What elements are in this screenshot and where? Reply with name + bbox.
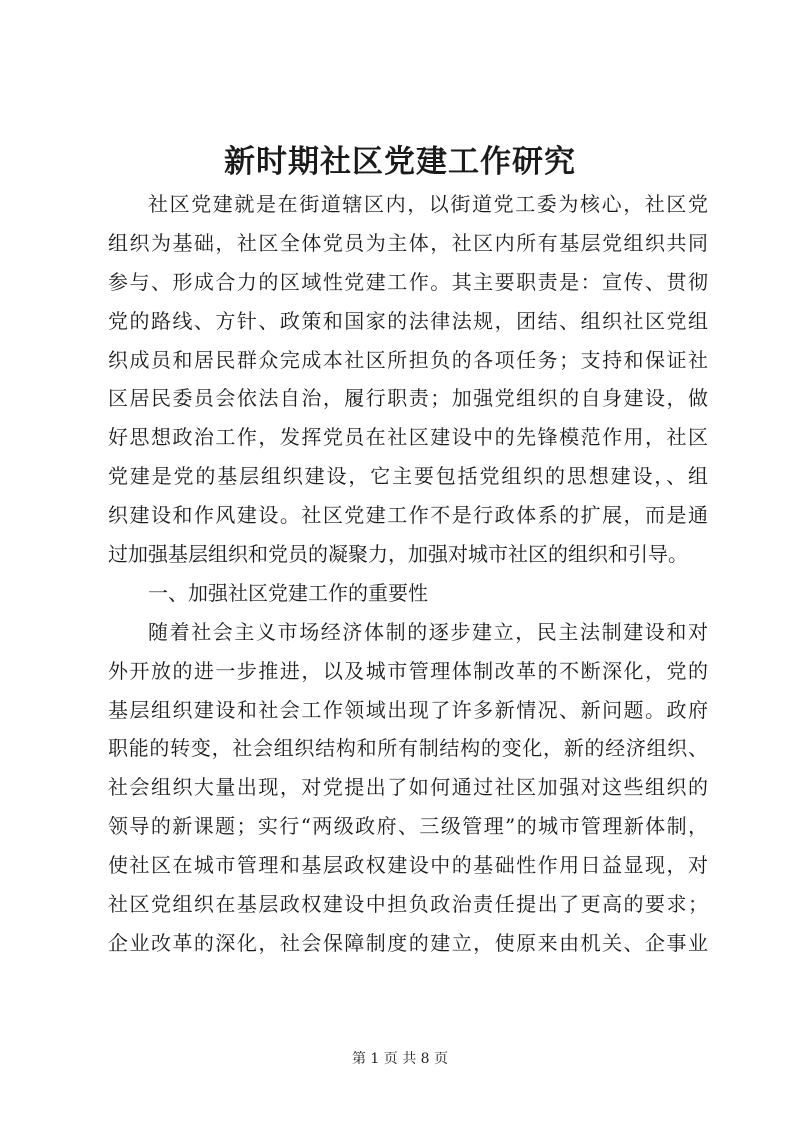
section-heading: 一、加强社区党建工作的重要性	[148, 580, 428, 605]
paragraph-line: 织建设和作风建设。社区党建工作不是行政体系的扩展，而是通	[108, 503, 708, 528]
paragraph-line: 参与、形成合力的区域性党建工作。其主要职责是：宣传、贯彻	[108, 269, 708, 294]
document-body	[108, 185, 708, 963]
paragraph-line: 职能的转变，社会组织结构和所有制结构的变化，新的经济组织、	[108, 736, 708, 761]
paragraph-line: 领导的新课题；实行“两级政府、三级管理”的城市管理新体制，	[108, 814, 708, 839]
paragraph-line: 企业改革的深化，社会保障制度的建立，使原来由机关、企事业	[108, 930, 708, 955]
paragraph-line: 织成员和居民群众完成本社区所担负的各项任务；支持和保证社	[108, 347, 708, 372]
paragraph-line: 随着社会主义市场经济体制的逐步建立，民主法制建设和对	[148, 619, 708, 644]
paragraph-line: 过加强基层组织和党员的凝聚力，加强对城市社区的组织和引导。	[108, 542, 688, 567]
paragraph-line: 党的路线、方针、政策和国家的法律法规，团结、组织社区党组	[108, 308, 708, 333]
document-title: 新时期社区党建工作研究	[224, 144, 576, 180]
paragraph-line: 党建是党的基层组织建设，它主要包括党组织的思想建设，、组	[108, 464, 708, 489]
paragraph-line: 外开放的进一步推进，以及城市管理体制改革的不断深化，党的	[108, 658, 708, 683]
paragraph-line: 使社区在城市管理和基层政权建设中的基础性作用日益显现，对	[108, 853, 708, 878]
paragraph-line: 区居民委员会依法自治，履行职责；加强党组织的自身建设，做	[108, 386, 708, 411]
paragraph-line: 基层组织建设和社会工作领域出现了许多新情况、新问题。政府	[108, 697, 708, 722]
paragraph-line: 好思想政治工作，发挥党员在社区建设中的先锋模范作用，社区	[108, 425, 708, 450]
paragraph-line: 社会组织大量出现，对党提出了如何通过社区加强对这些组织的	[108, 775, 708, 800]
paragraph-line: 组织为基础，社区全体党员为主体，社区内所有基层党组织共同	[108, 230, 708, 255]
paragraph-line: 社区党组织在基层政权建设中担负政治责任提出了更高的要求；	[108, 892, 708, 917]
page-number-footer: 第 1 页 共 8 页	[351, 1051, 449, 1067]
paragraph-line: 社区党建就是在街道辖区内，以街道党工委为核心，社区党	[148, 192, 708, 216]
